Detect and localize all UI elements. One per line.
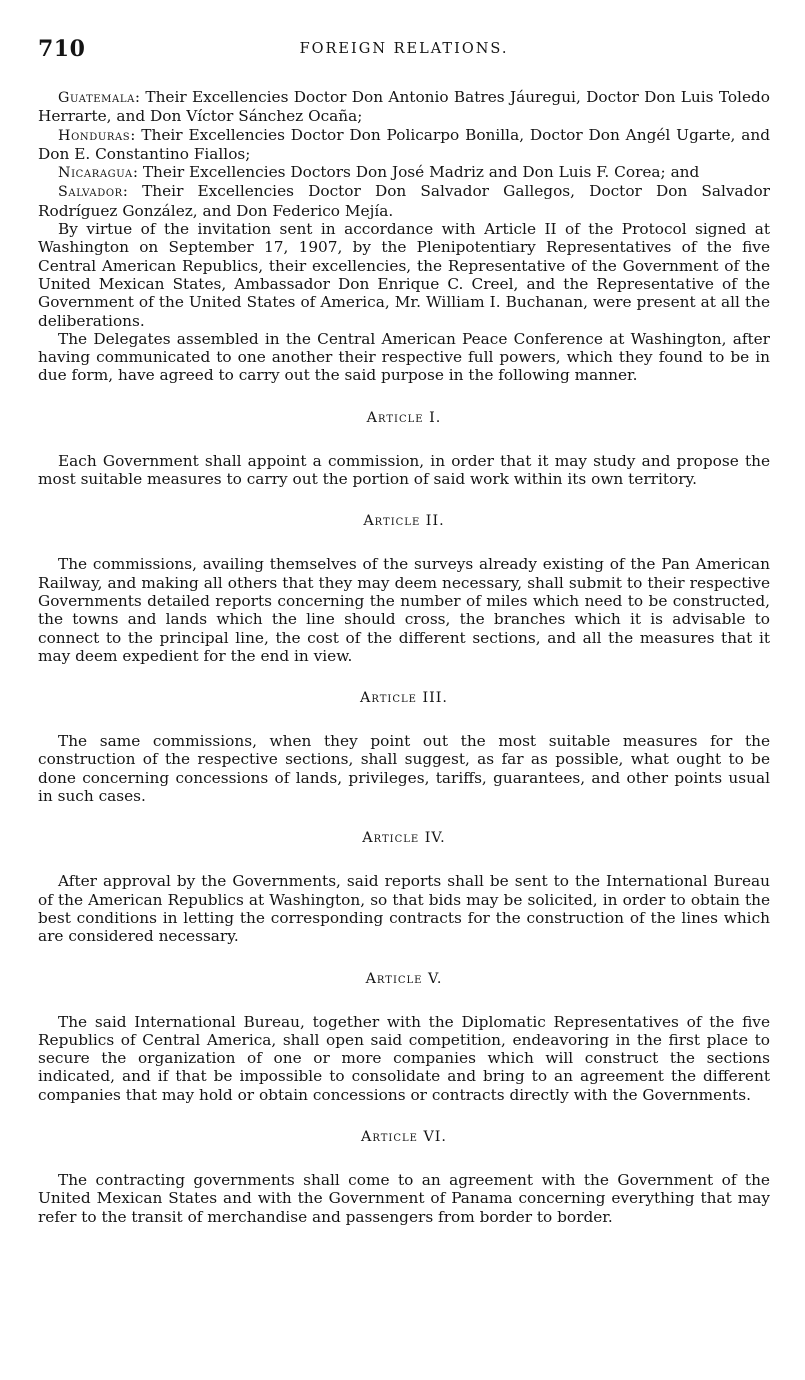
country-name: Salvador: [58, 184, 123, 201]
article-heading: Article III.: [360, 690, 448, 707]
delegate-entry: [38, 163, 770, 182]
preamble-paragraph: By virtue of the invitation sent in accordance with Article II of the Protocol signed at Washington on September 17, 1907, by the Plenipotentiary Representatives of the five Central American Republics, their excellencies, the Representative of the Government of the United Mexican States, Ambassador Don Enrique C. Creel, and the Representative of the Government of the United States of America, Mr. William I. Buchanan, were present at all the deliberations.: [38, 220, 770, 330]
country-name: Nicaragua: [58, 165, 133, 182]
delegate-names: : Their Excellencies Doctor Don Antonio Batres Jáuregui, Doctor Don Luis Toledo Herrarte, and Don Víctor Sánchez Ocaña;: [38, 88, 770, 126]
country-name: Honduras: [58, 127, 131, 144]
delegates-list: [38, 88, 770, 220]
preamble-paragraph: The Delegates assembled in the Central American Peace Conference at Washington, after having communicated to one another their respective full powers, which they found to be in due form, have agreed to carry out the said purpose in the following manner.: [38, 329, 770, 385]
document-page: [38, 0, 770, 1226]
article-heading: Article IV.: [362, 830, 446, 847]
article-text: After approval by the Governments, said reports shall be sent to the International Bureau of the American Republics at Washington, so that bids may be solicited, in order to obtain the best conditions in letting the corresponding contracts for the construction of the lines which are considered necessary.: [38, 872, 770, 946]
article-heading: Article VI.: [361, 1128, 447, 1145]
article-heading: Article V.: [365, 970, 443, 987]
delegate-names: : Their Excellencies Doctors Don José Madriz and Don Luis F. Corea; and: [132, 163, 700, 182]
article-heading: Article I.: [366, 409, 442, 426]
article-heading: Article II.: [363, 513, 445, 530]
article-text: The said International Bureau, together with the Diplomatic Representatives of the five Republics of Central America, shall open said competition, endeavoring in the first place to secure the organization of one or more companies which will construct the sections indicated, and if that be impossible to consolidate and bring to an agreement the different companies that may hold or obtain concessions or contracts directly with the Governments.: [38, 1012, 770, 1104]
article-text: The commissions, availing themselves of the surveys already existing of the Pan American Railway, and making all others that they may deem necessary, shall submit to their respective Governments detailed reports concerning the number of miles which need to be constructed, the towns and lands which the line should cross, the branches which it is advisable to connect to the principal line, the cost of the different sections, and all the measures that it may deem expedient for the end in view.: [38, 555, 770, 665]
delegate-entry: [38, 126, 770, 164]
country-name: Guatemala: [58, 90, 135, 106]
page-header: [38, 36, 770, 76]
article-text: The same commissions, when they point out the most suitable measures for the construction of the respective sections, shall suggest, as far as possible, what ought to be done concerning concessions of lands, privileges, tariffs, guarantees, and other points usual in such cases.: [38, 732, 770, 806]
article-text: Each Government shall appoint a commission, in order that it may study and propose the most suitable measures to carry out the portion of said work within its own territory.: [38, 451, 770, 489]
delegate-entry: [38, 182, 770, 220]
running-head: FOREIGN RELATIONS.: [299, 41, 509, 57]
delegate-names: : Their Excellencies Doctor Don Salvador Gallegos, Doctor Don Salvador Rodríguez González, and Don Federico Mejía.: [38, 182, 770, 220]
article-text: The contracting governments shall come to an agreement with the Government of the United Mexican States and with the Government of Panama concerning everything that may refer to the transit of merchandise and passengers from border to border.: [38, 1170, 770, 1226]
page-number: 710: [38, 36, 86, 62]
delegate-entry: [38, 88, 770, 126]
delegate-names: : Their Excellencies Doctor Don Policarpo Bonilla, Doctor Don Angél Ugarte, and Don E. Constantino Fiallos;: [38, 125, 770, 163]
